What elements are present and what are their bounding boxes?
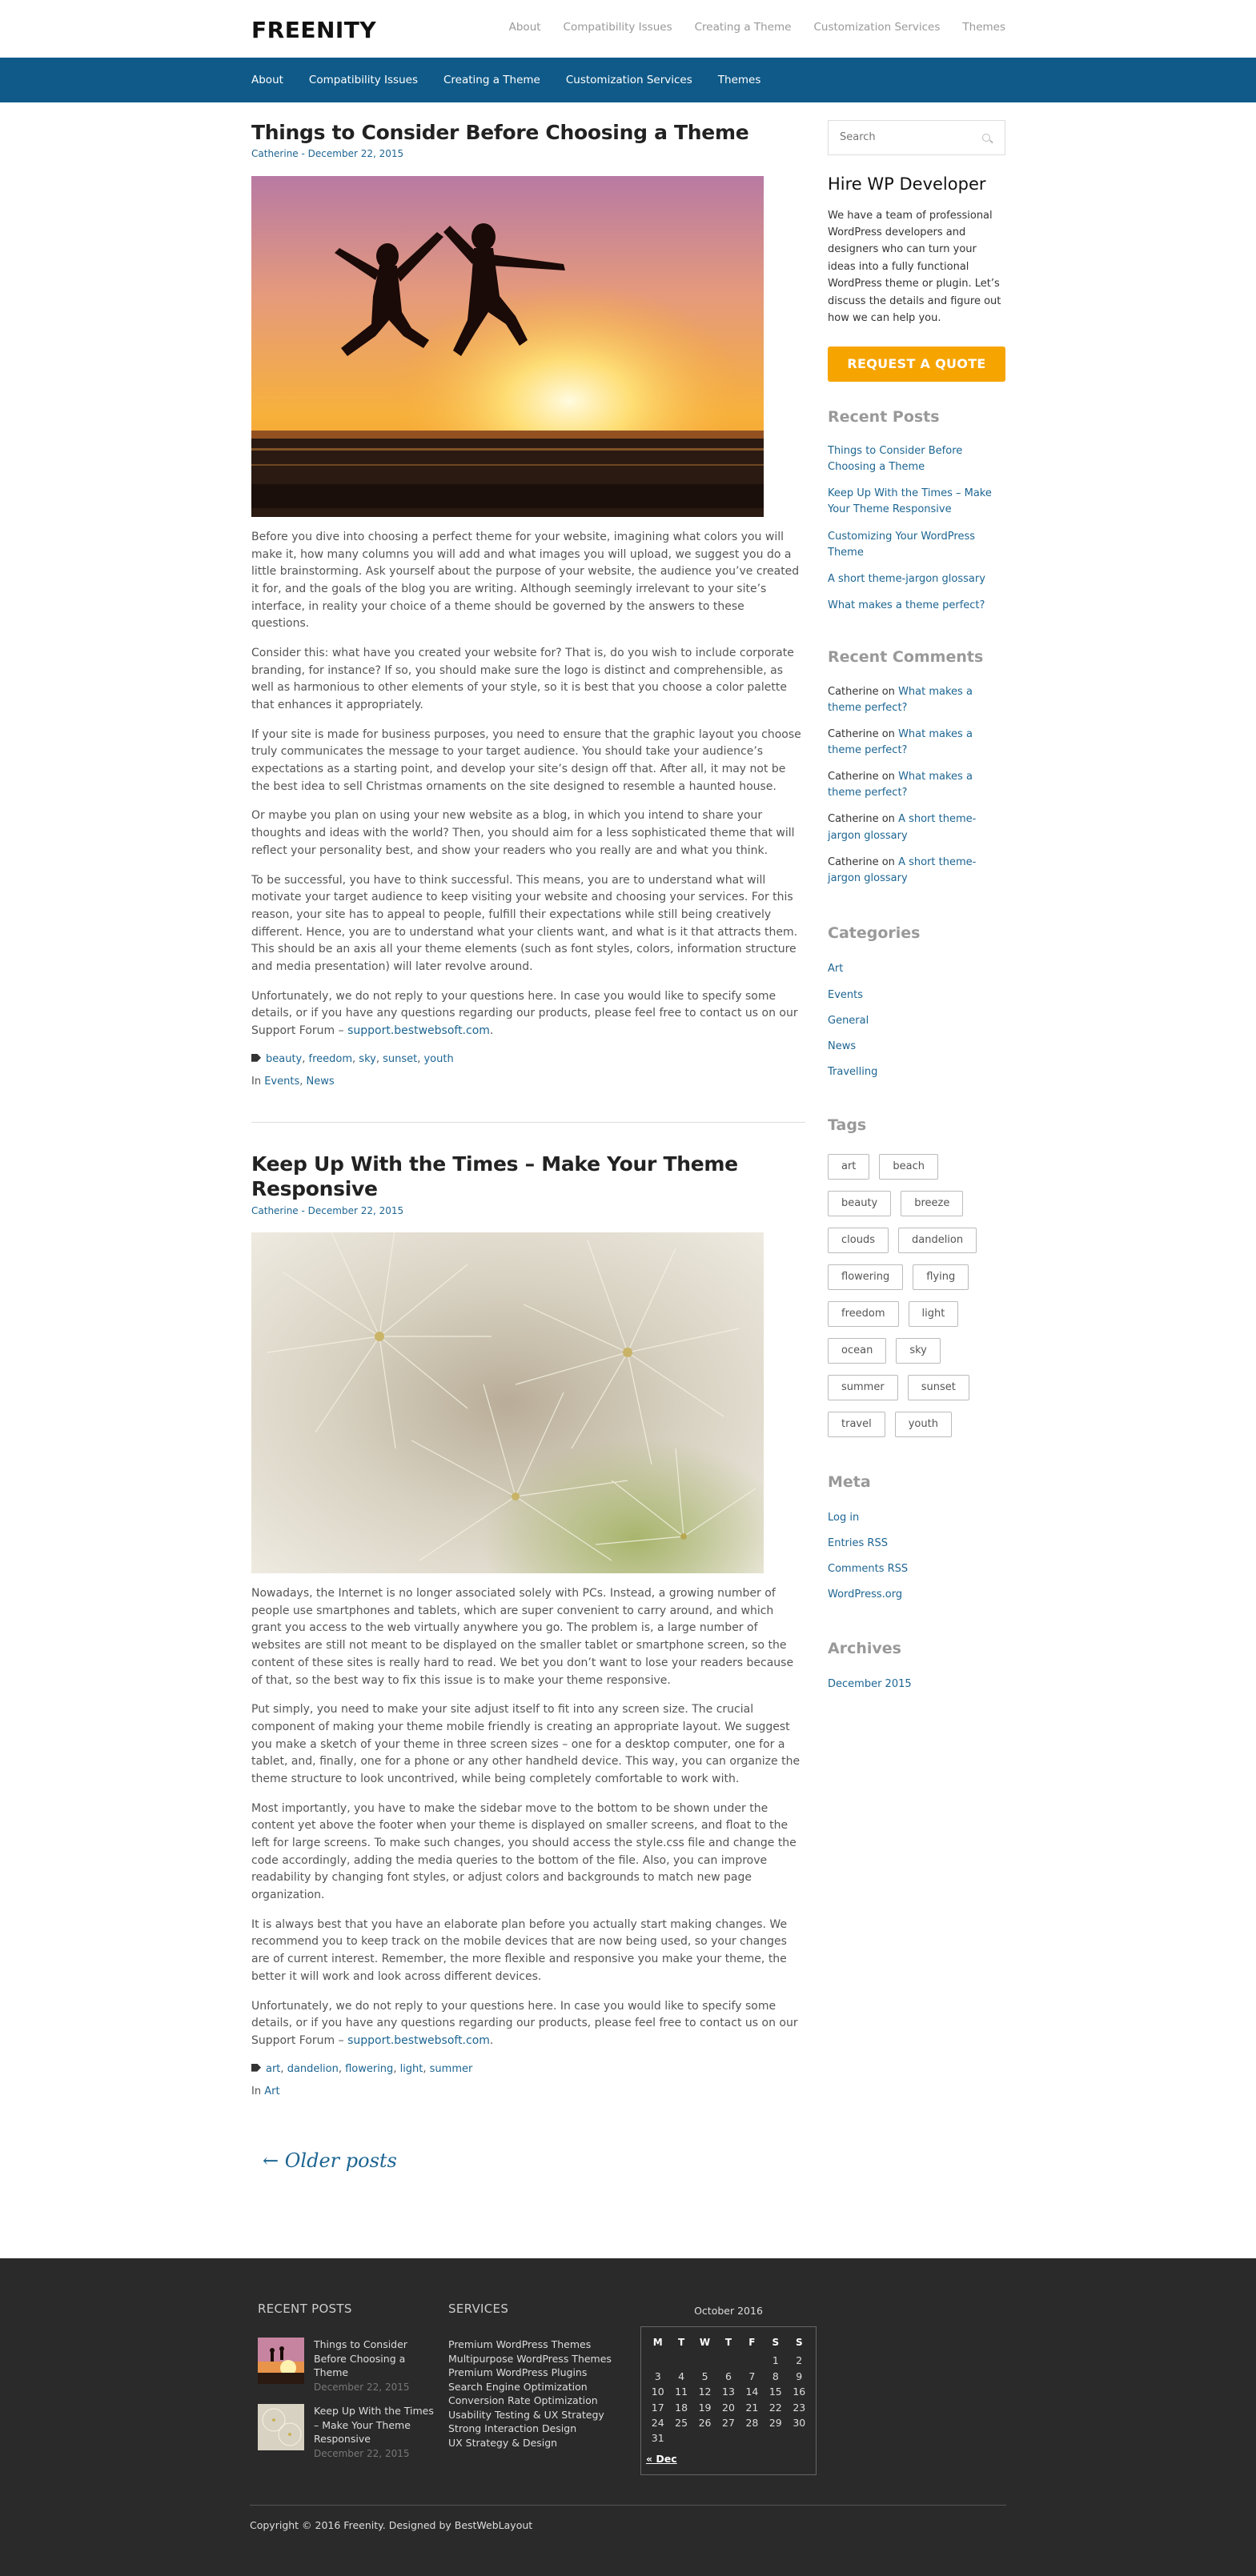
- post-tag-link[interactable]: summer: [429, 2062, 473, 2075]
- hire-widget-text: We have a team of professional WordPress developers and designers who can turn your ideas into a fully functional WordPress theme or plugin. Let’s discuss the details and figure out how we can help you.: [828, 209, 1001, 325]
- post-paragraph: Put simply, you need to make your site adjust itself to fit into any screen size. The crucial component of making your theme mobile friendly is creating an appropriate layout. We suggest you make a sketch of your theme in three screen sizes – one for a desktop computer, one for a tablet, and, finally, one for a phone or any other handheld device. This way, you can organize the theme structure to look uncontrived, while being completely comfortable to work with.: [251, 1703, 801, 1785]
- comment-post-link[interactable]: What makes a theme perfect?: [828, 727, 973, 757]
- comment-on: on: [881, 727, 895, 740]
- post-article: [251, 1152, 805, 2100]
- request-quote-button[interactable]: REQUEST A QUOTE: [828, 347, 1005, 382]
- archives-list: [828, 1677, 1005, 1693]
- footer-post-item[interactable]: [258, 2404, 434, 2461]
- search-box: [828, 120, 1005, 155]
- post-tag-link[interactable]: sky: [359, 1052, 376, 1065]
- post-paragraph: If your site is made for business purposes, you need to ensure that the graphic layout you choose truly communicates the message to your target audience. You should take your audience’s expectations as a starting point, and develop your site’s design off that. After all, it may not be the best idea to sell Christmas ornaments on the site designed to resemble a haunted house.: [251, 727, 801, 793]
- post-tag-link[interactable]: light: [399, 2062, 423, 2075]
- comment-item: [828, 684, 1005, 716]
- post-tags: beauty, freedom, sky, sunset, youth: [251, 1052, 805, 1068]
- top-nav-themes[interactable]: Themes: [962, 21, 1005, 34]
- main-nav-customization[interactable]: Customization Services: [565, 73, 692, 86]
- recent-post-link[interactable]: A short theme-jargon glossary: [828, 572, 985, 585]
- footer-post-thumbnail[interactable]: [258, 2404, 304, 2450]
- calendar-week: [646, 2415, 811, 2430]
- calendar-day: 16: [793, 2386, 806, 2398]
- post-title[interactable]: Things to Consider Before Choosing a Theme: [251, 121, 749, 144]
- tag-cloud-item[interactable]: sunset: [908, 1375, 969, 1400]
- calendar-day: [669, 2430, 692, 2446]
- tag-cloud-item[interactable]: youth: [895, 1412, 952, 1437]
- dandelion-thumbnail: [258, 2404, 304, 2450]
- calendar-day: 18: [675, 2401, 688, 2414]
- tag-cloud-item[interactable]: dandelion: [898, 1228, 977, 1253]
- meta-link[interactable]: Comments RSS: [828, 1563, 909, 1576]
- support-text: Unfortunately, we do not reply to your questions here. In case you would like to specify some details, or if you have any questions regarding our products, please feel free to contact us on our Support Forum –: [251, 1999, 798, 2047]
- footer-post-title[interactable]: Things to Consider Before Choosing a Theme: [314, 2338, 407, 2379]
- calendar-day: 15: [768, 2386, 782, 2398]
- calendar-day: 5: [701, 2370, 708, 2382]
- tag-cloud-item[interactable]: summer: [828, 1375, 898, 1400]
- comment-on: on: [881, 855, 895, 868]
- comment-author: Catherine: [828, 685, 879, 698]
- recent-post-link[interactable]: What makes a theme perfect?: [828, 599, 985, 612]
- post-featured-image[interactable]: [251, 176, 764, 517]
- dandelion-photo: [251, 1232, 764, 1573]
- meta-title: Meta: [828, 1472, 871, 1491]
- post-tag-link[interactable]: dandelion: [287, 2062, 339, 2075]
- tag-cloud-item[interactable]: beach: [879, 1154, 938, 1180]
- in-label: In: [251, 1075, 262, 1088]
- site-header: [0, 0, 1256, 58]
- post-date-link[interactable]: December 22, 2015: [307, 148, 404, 160]
- support-link[interactable]: support.bestwebsoft.com: [347, 1024, 490, 1038]
- meta-list: [828, 1510, 1005, 1604]
- calendar-week: [646, 2400, 811, 2415]
- post-article: [251, 120, 805, 1090]
- tag-cloud-item[interactable]: beauty: [828, 1191, 891, 1216]
- post-author-link[interactable]: Catherine: [251, 148, 299, 160]
- tag-cloud-item[interactable]: freedom: [828, 1301, 899, 1327]
- calendar-day: 25: [675, 2416, 688, 2429]
- sunset-jump-photo: [251, 176, 764, 517]
- post-title[interactable]: Keep Up With the Times – Make Your Theme Responsive: [251, 1152, 738, 1201]
- calendar-day: 17: [651, 2401, 664, 2414]
- post-paragraph: Or maybe you plan on using your new website as a blog, in which you intend to share your thoughts and ideas with the world? Then, you should aim for a less sophisticated theme that will reflect your personality best, and show your readers who you really are and what you think.: [251, 809, 795, 857]
- calendar-day: [788, 2430, 811, 2446]
- post-category-link[interactable]: Art: [264, 2085, 280, 2097]
- service-item[interactable]: UX Strategy & Design: [448, 2436, 558, 2449]
- calendar-day: 21: [745, 2401, 759, 2414]
- tag-cloud-item[interactable]: flowering: [828, 1264, 903, 1290]
- calendar-day: [764, 2430, 787, 2446]
- tag-cloud-item[interactable]: travel: [828, 1412, 885, 1437]
- service-item[interactable]: Multipurpose WordPress Themes: [448, 2352, 612, 2365]
- footer-services-title: SERVICES: [448, 2302, 509, 2316]
- calendar-table: [646, 2332, 811, 2446]
- comment-item: [828, 855, 1005, 887]
- main-content: [251, 104, 805, 2176]
- calendar-week: [646, 2369, 811, 2384]
- recent-post-link[interactable]: Customizing Your WordPress Theme: [828, 530, 975, 559]
- calendar-day: 26: [698, 2416, 712, 2429]
- tag-cloud: [828, 1154, 1005, 1437]
- calendar-day: 2: [796, 2354, 803, 2367]
- comment-on: on: [881, 685, 895, 698]
- comment-post-link[interactable]: What makes a theme perfect?: [828, 685, 973, 714]
- service-item[interactable]: Strong Interaction Design: [448, 2422, 577, 2435]
- recent-posts-title: Recent Posts: [828, 407, 940, 426]
- footer-services-list: [448, 2338, 632, 2450]
- calendar-day: 30: [793, 2416, 806, 2429]
- copyright-text: Copyright © 2016 Freenity. Designed by BestWebLayout: [250, 2519, 533, 2531]
- meta-link[interactable]: Log in: [828, 1512, 860, 1524]
- post-divider: [251, 1122, 805, 1123]
- post-categories: In Events, News: [251, 1075, 335, 1088]
- top-nav: [509, 19, 1005, 36]
- calendar-day: [646, 2353, 669, 2368]
- main-nav-compatibility[interactable]: Compatibility Issues: [308, 73, 418, 86]
- post-paragraph: To be successful, you have to think successful. This means, you are to understand what will motivate your target audience to keep visiting your website and choosing your services. For this reason, your site has to appeal to people, fulfill their expectations while still being creatively different. Hence, you are to understand what your clients want, and what is it that attracts them. This should be an axis all your theme elements (such as font styles, colors, information structure and media presentation) will later revolve around.: [251, 873, 798, 973]
- recent-comments-list: [828, 684, 1005, 887]
- category-link[interactable]: General: [828, 1014, 869, 1027]
- post-tags: art, dandelion, flowering, light, summer: [251, 2061, 805, 2077]
- tag-cloud-item[interactable]: ocean: [828, 1338, 886, 1364]
- calendar-day: 29: [768, 2416, 782, 2429]
- comment-on: on: [881, 771, 895, 783]
- top-nav-creating-theme[interactable]: Creating a Theme: [694, 21, 792, 34]
- top-nav-about[interactable]: About: [508, 21, 541, 34]
- top-nav-compatibility[interactable]: Compatibility Issues: [563, 21, 672, 34]
- post-paragraph: [251, 988, 805, 1040]
- sidebar: [828, 120, 1005, 1703]
- calendar-day-header: S: [772, 2337, 780, 2349]
- post-paragraph: Before you dive into choosing a perfect theme for your website, imagining what colors you will make it, how many columns you will add and what images you will upload, we suggest you do a little brainstorming. Ask yourself about the purpose of your website, the audience you’ve created it for, and the goals of the blog you are writing. Although seemingly irrelevant to your site’s interface, in reality your choice of a theme should be governed by the answers to these questions.: [251, 530, 800, 631]
- comment-on: on: [881, 813, 895, 826]
- calendar-day: 22: [768, 2401, 782, 2414]
- calendar-week: [646, 2353, 811, 2368]
- calendar-day: [716, 2353, 740, 2368]
- archive-link[interactable]: December 2015: [828, 1678, 912, 1691]
- service-item[interactable]: Premium WordPress Plugins: [448, 2366, 588, 2379]
- service-item[interactable]: Usability Testing & UX Strategy: [448, 2408, 604, 2421]
- footer-recent-posts: [258, 2300, 434, 2461]
- service-item[interactable]: Conversion Rate Optimization: [448, 2394, 598, 2407]
- support-link[interactable]: support.bestwebsoft.com: [347, 2033, 490, 2047]
- post-author-link[interactable]: Catherine: [251, 1204, 299, 1216]
- footer-divider: [250, 2505, 1006, 2506]
- tag-icon: [251, 1054, 261, 1062]
- calendar-day-header: F: [748, 2337, 756, 2349]
- calendar-day: [716, 2430, 740, 2446]
- post-paragraph: It is always best that you have an elaborate plan before you actually start making changes. We recommend you to keep track on the mobile devices that are now being used, so your changes are of current interest. Remember, the more flexible and responsive you make your theme, the better it will work and look across different devices.: [251, 1917, 788, 1983]
- calendar-day: 14: [745, 2386, 759, 2398]
- category-link[interactable]: News: [828, 1040, 857, 1052]
- post-tag-link[interactable]: flowering: [345, 2062, 394, 2075]
- main-nav-themes[interactable]: Themes: [717, 73, 761, 86]
- footer-post-date: December 22, 2015: [314, 2381, 410, 2393]
- tags-title: Tags: [828, 1116, 867, 1135]
- post-meta: Catherine - December 22, 2015: [251, 148, 404, 160]
- post-featured-image[interactable]: [251, 1232, 764, 1573]
- site-footer: [0, 2258, 1256, 2576]
- calendar-day: 4: [678, 2370, 685, 2382]
- calendar-prev-link[interactable]: « Dec: [646, 2452, 677, 2465]
- calendar-caption: October 2016: [694, 2305, 763, 2317]
- calendar-day: 31: [651, 2432, 664, 2445]
- archives-title: Archives: [828, 1639, 901, 1657]
- calendar-day: 19: [698, 2401, 712, 2414]
- footer-post-date: December 22, 2015: [314, 2447, 410, 2459]
- post-category-link[interactable]: Events: [264, 1075, 300, 1088]
- meta-link[interactable]: Entries RSS: [828, 1537, 888, 1550]
- calendar-day: 28: [745, 2416, 759, 2429]
- category-link[interactable]: Travelling: [828, 1066, 878, 1079]
- search-input[interactable]: [829, 121, 973, 153]
- older-posts-link[interactable]: ← Older posts: [263, 2149, 397, 2172]
- footer-calendar: [640, 2303, 817, 2475]
- post-tag-link[interactable]: freedom: [308, 1052, 353, 1065]
- calendar-box: [640, 2326, 817, 2475]
- calendar-day: 7: [748, 2370, 756, 2382]
- calendar-day: [669, 2353, 692, 2368]
- post-paragraph: Most importantly, you have to make the sidebar move to the bottom to be shown under the content yet above the footer when your theme is displayed on smaller screens, and float to the left for large screens. To make such changes, you should access the style.css file and change the code accordingly, adding the media queries to the bottom of the file. Also, you can improve readability by changing font styles, or adjust colors and backgrounds to match new page organization.: [251, 1801, 797, 1902]
- calendar-day: 10: [651, 2386, 664, 2398]
- main-nav: [0, 58, 1256, 102]
- recent-post-link[interactable]: Things to Consider Before Choosing a Theme: [828, 445, 963, 474]
- comment-author: Catherine: [828, 855, 879, 868]
- footer-post-title[interactable]: Keep Up With the Times – Make Your Theme Responsive: [314, 2405, 434, 2446]
- calendar-day: 8: [772, 2370, 779, 2382]
- footer-post-item[interactable]: [258, 2338, 434, 2394]
- calendar-day-header: M: [652, 2337, 663, 2349]
- post-categories: [251, 2084, 805, 2100]
- category-link[interactable]: Events: [828, 988, 864, 1001]
- comment-item: [828, 769, 1005, 801]
- categories-list: [828, 961, 1005, 1080]
- recent-posts-list: [828, 443, 1005, 614]
- comment-item: [828, 727, 1005, 759]
- calendar-day: [740, 2353, 764, 2368]
- tag-cloud-item[interactable]: flying: [913, 1264, 969, 1290]
- support-end: .: [489, 1024, 494, 1038]
- post-category-link[interactable]: News: [306, 1075, 335, 1088]
- main-nav-creating-theme[interactable]: Creating a Theme: [443, 73, 540, 86]
- post-paragraph: Consider this: what have you created your website for? That is, do you wish to include corporate branding, for instance? If so, you should make sure the logo is distinct and comprehensible, as well as harmonious to other elements of your style, so it is best that you choose a color palette that enhances it appropriately.: [251, 646, 794, 712]
- calendar-day-header: T: [678, 2337, 685, 2349]
- tag-cloud-item[interactable]: clouds: [828, 1228, 889, 1253]
- comment-item: [828, 811, 1005, 843]
- tag-icon: [251, 2064, 261, 2072]
- tag-cloud-item[interactable]: breeze: [901, 1191, 963, 1216]
- tag-cloud-item[interactable]: sky: [896, 1338, 941, 1364]
- post-paragraph: [251, 1998, 805, 2050]
- calendar-day: 23: [793, 2401, 806, 2414]
- comment-author: Catherine: [828, 813, 879, 826]
- calendar-day: 1: [772, 2354, 779, 2367]
- calendar-day-header: T: [724, 2337, 732, 2349]
- calendar-day: 11: [675, 2386, 688, 2398]
- recent-comments-title: Recent Comments: [828, 648, 984, 667]
- calendar-day: [693, 2430, 716, 2446]
- calendar-day: 6: [725, 2370, 732, 2382]
- calendar-day-header: W: [699, 2337, 711, 2349]
- comment-post-link[interactable]: What makes a theme perfect?: [828, 771, 973, 799]
- calendar-day: 9: [796, 2370, 803, 2382]
- service-item[interactable]: Search Engine Optimization: [448, 2380, 588, 2393]
- tag-cloud-item[interactable]: art: [828, 1154, 869, 1180]
- recent-post-link[interactable]: Keep Up With the Times – Make Your Theme Responsive: [828, 487, 992, 516]
- support-end: .: [489, 2033, 494, 2047]
- calendar-day: [740, 2430, 764, 2446]
- sunset-jump-thumbnail: [258, 2338, 304, 2384]
- post-tag-link[interactable]: art: [266, 2062, 281, 2075]
- hire-widget-title: Hire WP Developer: [828, 174, 986, 194]
- footer-recent-posts-title: RECENT POSTS: [258, 2302, 352, 2316]
- categories-title: Categories: [828, 924, 921, 943]
- comment-post-link[interactable]: A short theme-jargon glossary: [828, 855, 977, 884]
- top-nav-customization[interactable]: Customization Services: [813, 21, 941, 34]
- post-tag-link[interactable]: beauty: [266, 1052, 303, 1065]
- comment-author: Catherine: [828, 771, 879, 783]
- site-logo[interactable]: FREENITY: [251, 17, 377, 43]
- service-item[interactable]: Premium WordPress Themes: [448, 2338, 592, 2351]
- footer-services: [448, 2300, 632, 2450]
- post-tag-link[interactable]: youth: [423, 1052, 454, 1065]
- search-icon[interactable]: [982, 134, 990, 142]
- tag-cloud-item[interactable]: light: [909, 1301, 959, 1327]
- calendar-week: [646, 2384, 811, 2399]
- calendar-day-header: S: [795, 2337, 803, 2349]
- calendar-day: 3: [654, 2370, 661, 2382]
- in-label: In: [251, 2085, 262, 2097]
- post-paragraph: Nowadays, the Internet is no longer associated solely with PCs. Instead, a growing number of people use smartphones and tablets, which are super convenient to carry around, and which grant you access to the web virtually anywhere you go. The problem is, a large number of websites are still not meant to be displayed on the smaller tablet or smartphone screen, so the content of these sites is really hard to read. We bet you don’t want to lose your readers because of that, so the best way to fix this issue is to make your theme responsive.: [251, 1587, 794, 1687]
- post-meta: Catherine - December 22, 2015: [251, 1204, 404, 1216]
- calendar-day: 20: [722, 2401, 735, 2414]
- calendar-day: 13: [722, 2386, 735, 2398]
- comment-author: Catherine: [828, 727, 879, 740]
- comment-post-link[interactable]: A short theme-jargon glossary: [828, 813, 977, 842]
- calendar-day: 12: [698, 2386, 712, 2398]
- calendar-day: 27: [722, 2416, 735, 2429]
- calendar-day: 24: [651, 2416, 664, 2429]
- support-text: Unfortunately, we do not reply to your questions here. In case you would like to specify some details, or if you have any questions regarding our products, please feel free to contact us on our Support Forum –: [251, 989, 798, 1038]
- calendar-week: [646, 2430, 811, 2446]
- category-link[interactable]: Art: [828, 963, 844, 976]
- calendar-day: [693, 2353, 716, 2368]
- meta-link[interactable]: WordPress.org: [828, 1588, 903, 1601]
- post-tag-link[interactable]: sunset: [383, 1052, 418, 1065]
- footer-post-thumbnail[interactable]: [258, 2338, 304, 2384]
- main-nav-about[interactable]: About: [251, 73, 283, 86]
- post-date-link[interactable]: December 22, 2015: [307, 1204, 404, 1216]
